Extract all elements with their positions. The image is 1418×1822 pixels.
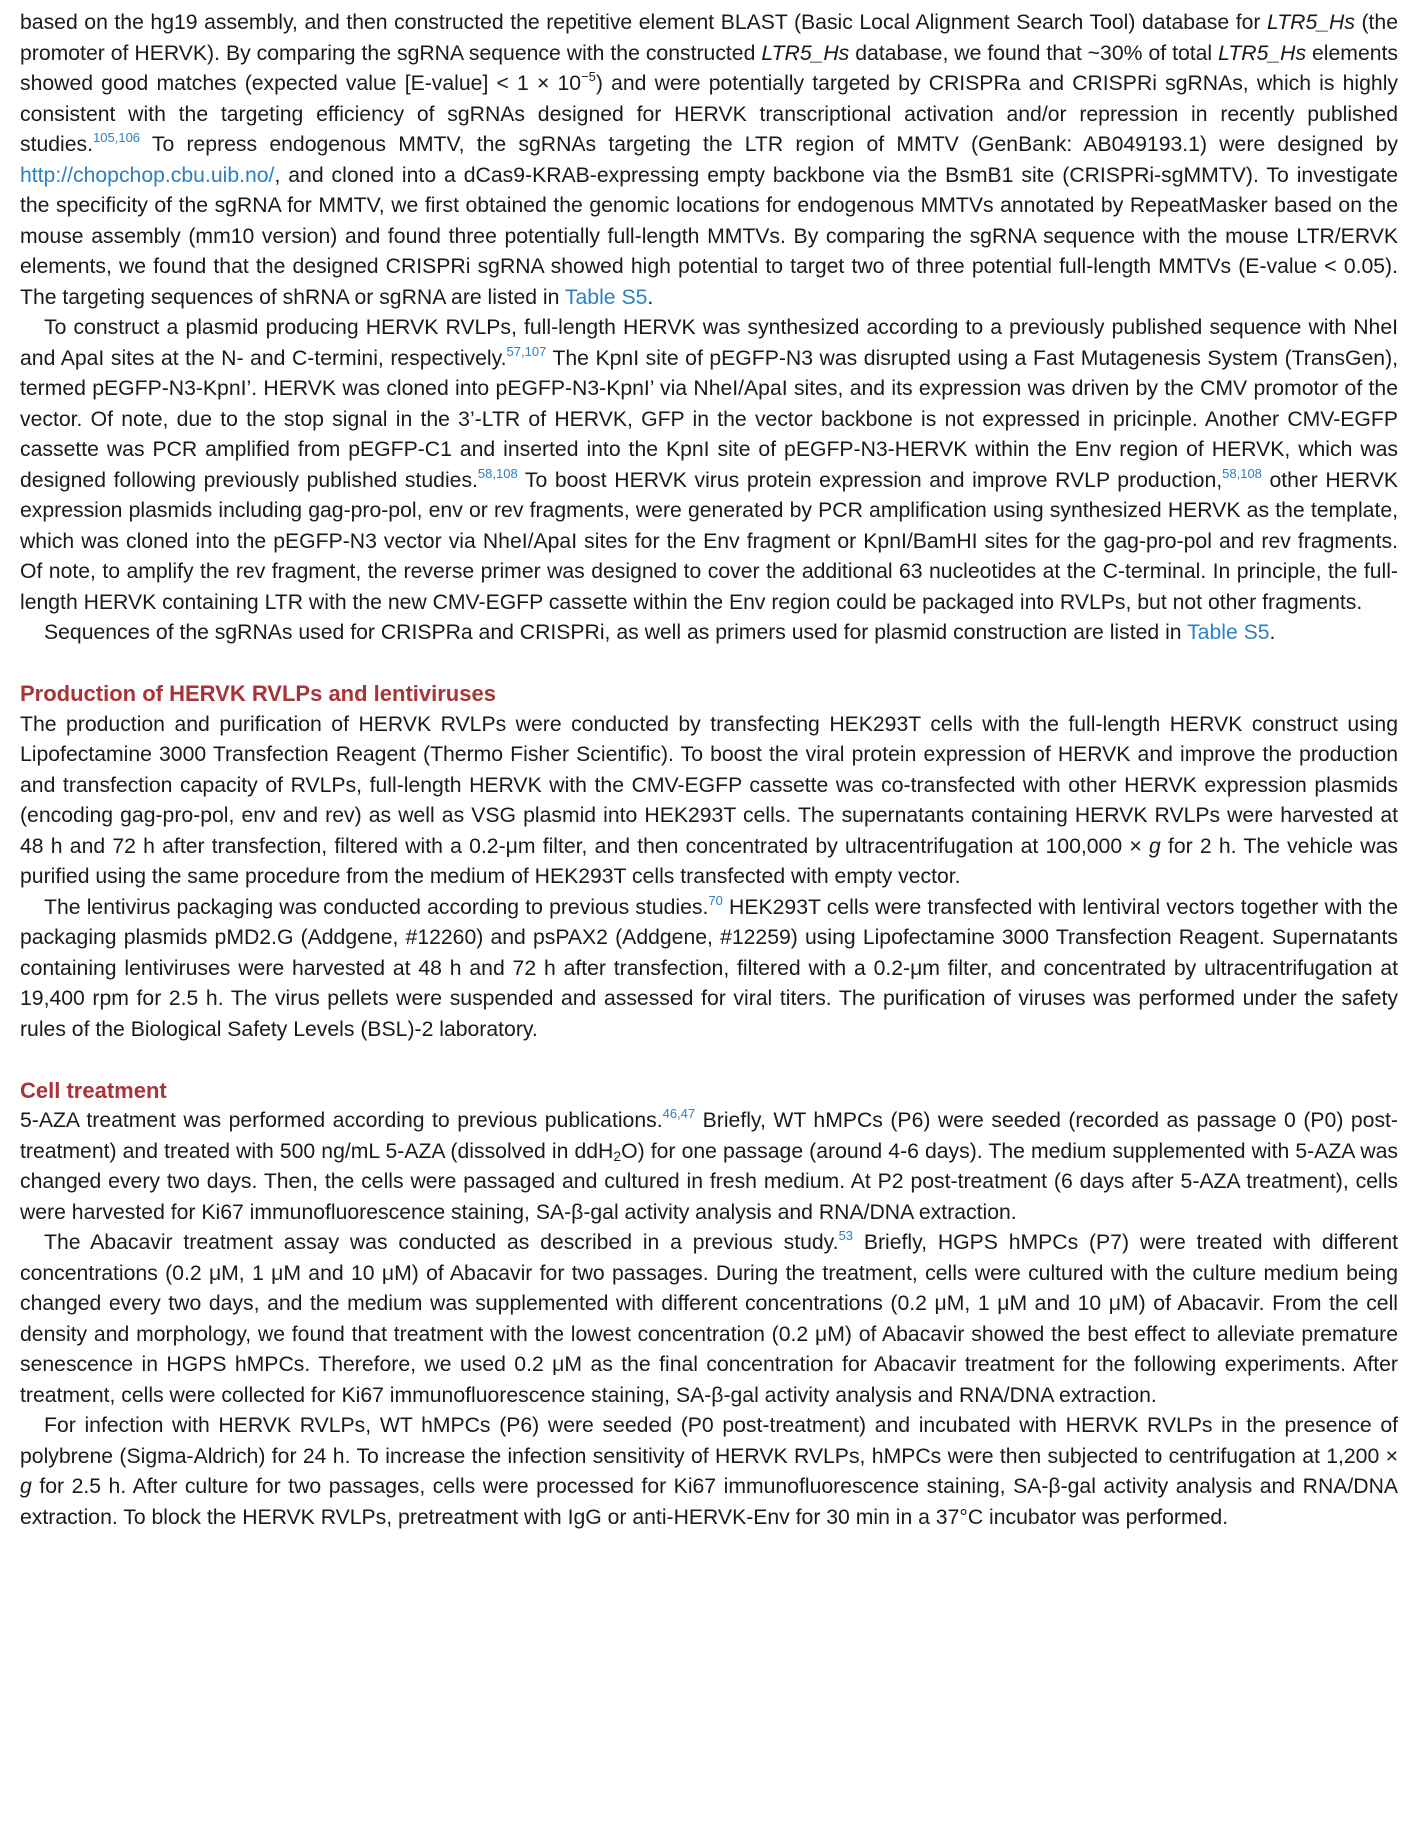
paragraph-rvlp-production: The production and purification of HERVK RVLPs were conducted by transfecting HEK293T cells with the full-length HERVK construct using Lipofectamine 3000 Transfection Reagent (Thermo Fisher Scientific). To boost the viral protein expression of HERVK and improve the production and transfection capacity of RVLPs, full-length HERVK with the CMV-EGFP cassette was co-transfected with other HERVK expression plasmids (encoding gag-pro-pol, env and rev) as well as VSG plasmid into HEK293T cells. The supernatants containing HERVK RVLPs were harvested at 48 h and 72 h after transfection, filtered with a 0.2-μm filter, and then concentrated by ultracentrifugation at 100,000 × g for 2 h. The vehicle was purified using the same procedure from the medium of HEK293T cells transfected with empty vector. <box>20 712 1398 888</box>
paragraph-abacavir: The Abacavir treatment assay was conducted as described in a previous study.$^{53}$ Briefly, HGPS hMPCs (P7) were treated with different concentrations (0.2 μM, 1 μM and 10 μM) of Abacavir for two passages. During the treatment, cells were cultured with the culture medium being changed every two days, and the medium was supplemented with different concentrations (0.2 μM, 1 μM and 10 μM) of Abacavir. From the cell density and morphology, we found that treatment with the lowest concentration (0.2 μM) of Abacavir showed the best effect to alleviate premature senescence in HGPS hMPCs. Therefore, we used 0.2 μM as the final concentration for Abacavir treatment for the following experiments. After treatment, cells were collected for Ki67 immunofluorescence staining, SA-β-gal activity analysis and RNA/DNA extraction. <box>20 1228 1398 1407</box>
exponent: −5 <box>581 69 596 84</box>
citation-link[interactable]: 70 <box>708 892 723 908</box>
italic-term: LTR5_Hs <box>1218 41 1307 65</box>
section-heading-production: Production of HERVK RVLPs and lentiviruses <box>20 681 496 706</box>
citation-link[interactable]: 46,47 <box>662 1106 696 1121</box>
italic-g: g <box>1148 834 1161 858</box>
paragraph-5aza: 5-AZA treatment was performed according to previous publications.$^{46,47}$ Briefly, WT hMPCs (P6) were seeded (recorded as passage 0 (P0) post-treatment) and treated with 500 ng/mL 5-AZA (dissolved in ddH$_2$O) for one passage (around 4-6 days). The medium supplemented with 5-AZA was changed every two days. Then, the cells were passaged and cultured in fresh medium. At P2 post-treatment (6 days after 5-AZA treatment), cells were harvested for Ki67 immunofluorescence staining, SA-β-gal activity analysis and RNA/DNA extraction. <box>20 1106 1398 1224</box>
table-s5-link[interactable]: Table S5 <box>1187 621 1270 644</box>
table-s5-link[interactable]: Table S5 <box>564 285 648 309</box>
italic-g: g <box>20 1475 32 1498</box>
paragraph-infection: For infection with HERVK RVLPs, WT hMPCs (P6) were seeded (P0 post-treatment) and incubated with HERVK RVLPs in the presence of polybrene (Sigma-Aldrich) for 24 h. To increase the infection sensitivity of HERVK RVLPs, hMPCs were then subjected to centrifugation at 1,200 × g for 2.5 h. After culture for two passages, cells were processed for Ki67 immunofluorescence staining, SA-β-gal activity analysis and RNA/DNA extraction. To block the HERVK RVLPs, pretreatment with IgG or anti-HERVK-Env for 30 min in a 37°C incubator was performed. <box>20 1414 1398 1529</box>
italic-term: LTR5_Hs <box>1267 11 1355 34</box>
citation-link[interactable]: 58,108 <box>1222 465 1262 481</box>
paragraph-lentivirus: The lentivirus packaging was conducted according to previous studies.$^{70}$ HEK293T cells were transfected with lentiviral vectors together with the packaging plasmids pMD2.G (Addgene, #12260) and psPAX2 (Addgene, #12259) using Lipofectamine 3000 Transfection Reagent. Supernatants containing lentiviruses were harvested at 48 h and 72 h after transfection, filtered with a 0.2-μm filter, and concentrated by ultracentrifugation at 19,400 rpm for 2.5 h. The virus pellets were suspended and assessed for viral titers. The purification of viruses was performed under the safety rules of the Biological Safety Levels (BSL)-2 laboratory. <box>20 892 1398 1041</box>
citation-link[interactable]: 58,108 <box>477 465 518 481</box>
italic-term: LTR5_Hs <box>761 41 850 65</box>
paragraph-plasmid-construction: To construct a plasmid producing HERVK RVLPs, full-length HERVK was synthesized according to a previously published sequence with NheI and ApaI sites at the N- and C-termini, respectively.$^{57,107}$ The KpnI site of pEGFP-N3 was disrupted using a Fast Mutagenesis System (TransGen), termed pEGFP-N3-KpnI’. HERVK was cloned into pEGFP-N3-KpnI’ via NheI/ApaI sites, and its expression was driven by the CMV promotor of the vector. Of note, due to the stop signal in the 3’-LTR of HERVK, GFP in the vector backbone is not expressed in pricinple. Another CMV-EGFP cassette was PCR amplified from pEGFP-C1 and inserted into the KpnI site of pEGFP-N3-HERVK within the Env region of HERVK, which was designed following previously published studies.$^{58,108}$ To boost HERVK virus protein expression and improve RVLP production,$^{58,108}$ other HERVK expression plasmids including gag-pro-pol, env or rev fragments, were generated by PCR amplification using synthesized HERVK as the template, which was cloned into the pEGFP-N3 vector via NheI/ApaI sites for the Env fragment or KpnI/BamHI sites for the gag-pro-pol and rev fragments. Of note, to amplify the rev fragment, the reverse primer was designed to cover the additional 63 nucleotides at the C-terminal. In principle, the full-length HERVK containing LTR with the new CMV-EGFP cassette within the Env region could be packaged into RVLPs, but not other fragments. <box>20 316 1399 614</box>
citation-link[interactable]: 57,107 <box>506 343 547 359</box>
paragraph-sequences: Sequences of the sgRNAs used for CRISPRa and CRISPRi, as well as primers used for plasmid construction are listed in Table S5. <box>44 621 1276 644</box>
subscript: 2 <box>613 1147 622 1164</box>
citation-link[interactable]: 105,106 <box>93 130 141 145</box>
paragraph-sgrna-design: based on the hg19 assembly, and then constructed the repetitive element BLAST (Basic Local Alignment Search Tool) database for LTR5_Hs (the promoter of HERVK). By comparing the sgRNA sequence with the constructed LTR5_Hs database, we found that ~30% of total LTR5_Hs elements showed good matches (expected value [E-value] < $1 \times 10^{-5}$) and were potentially targeted by CRISPRa and CRISPRi sgRNAs, which is highly consistent with the targeting efficiency of sgRNAs designed for HERVK transcriptional activation and/or repression in recently published studies.$^{105,106}$ To repress endogenous MMTV, the sgRNAs targeting the LTR region of MMTV (GenBank: AB049193.1) were designed by http://chopchop.cbu.uib.no/, and cloned into a dCas9-KRAB-expressing empty backbone via the BsmB1 site (CRISPRi-sgMMTV). To investigate the specificity of the sgRNA for MMTV, we first obtained the genomic locations for endogenous MMTVs annotated by RepeatMasker based on the mouse assembly (mm10 version) and found three potentially full-length MMTVs. By comparing the sgRNA sequence with the mouse LTR/ERVK elements, we found that the designed CRISPRi sgRNA showed high potential to target two of three potential full-length MMTVs (E-value < 0.05). The targeting sequences of shRNA or sgRNA are listed in Table S5. <box>20 11 1398 309</box>
paper-page <box>20 8 1398 1533</box>
chopchop-link[interactable]: http://chopchop.cbu.uib.no/ <box>20 163 275 187</box>
section-heading-cell-treatment: Cell treatment <box>20 1077 167 1103</box>
citation-link[interactable]: 53 <box>838 1228 854 1243</box>
